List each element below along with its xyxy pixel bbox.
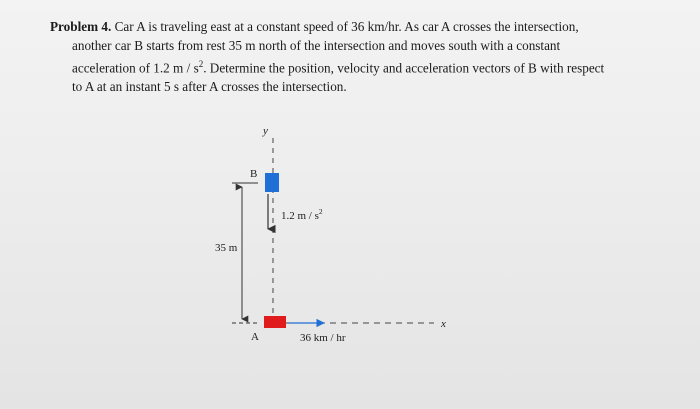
problem-text-3b: . Determine the position, velocity and acceleration vectors of B with respect xyxy=(203,60,605,76)
problem-text-3a: acceleration of 1.2 m / s xyxy=(72,60,199,76)
speed-label: 36 km / hr xyxy=(300,332,346,344)
acceleration-label xyxy=(281,207,323,222)
y-axis-label: y xyxy=(263,125,268,137)
problem-text-3-exponent: 2 xyxy=(198,59,204,69)
problem-line-4: to A at an instant 5 s after A crosses the intersection. xyxy=(72,78,347,94)
x-axis-label: x xyxy=(441,318,446,330)
problem-line-2: another car B starts from rest 35 m north of the intersection and moves south with a constant xyxy=(72,37,561,53)
problem-text-1: Car A is traveling east at a constant speed of 36 km/hr. As car A crosses the intersection, xyxy=(111,19,579,34)
acceleration-label-text: 1.2 m / s xyxy=(281,210,319,222)
problem-heading: Problem 4. xyxy=(50,19,112,34)
distance-label: 35 m xyxy=(215,242,238,254)
acceleration-label-exponent: 2 xyxy=(318,207,323,216)
car-a xyxy=(264,316,286,328)
car-b xyxy=(265,173,279,192)
car-b-label: B xyxy=(250,168,258,180)
car-a-label: A xyxy=(251,331,259,343)
